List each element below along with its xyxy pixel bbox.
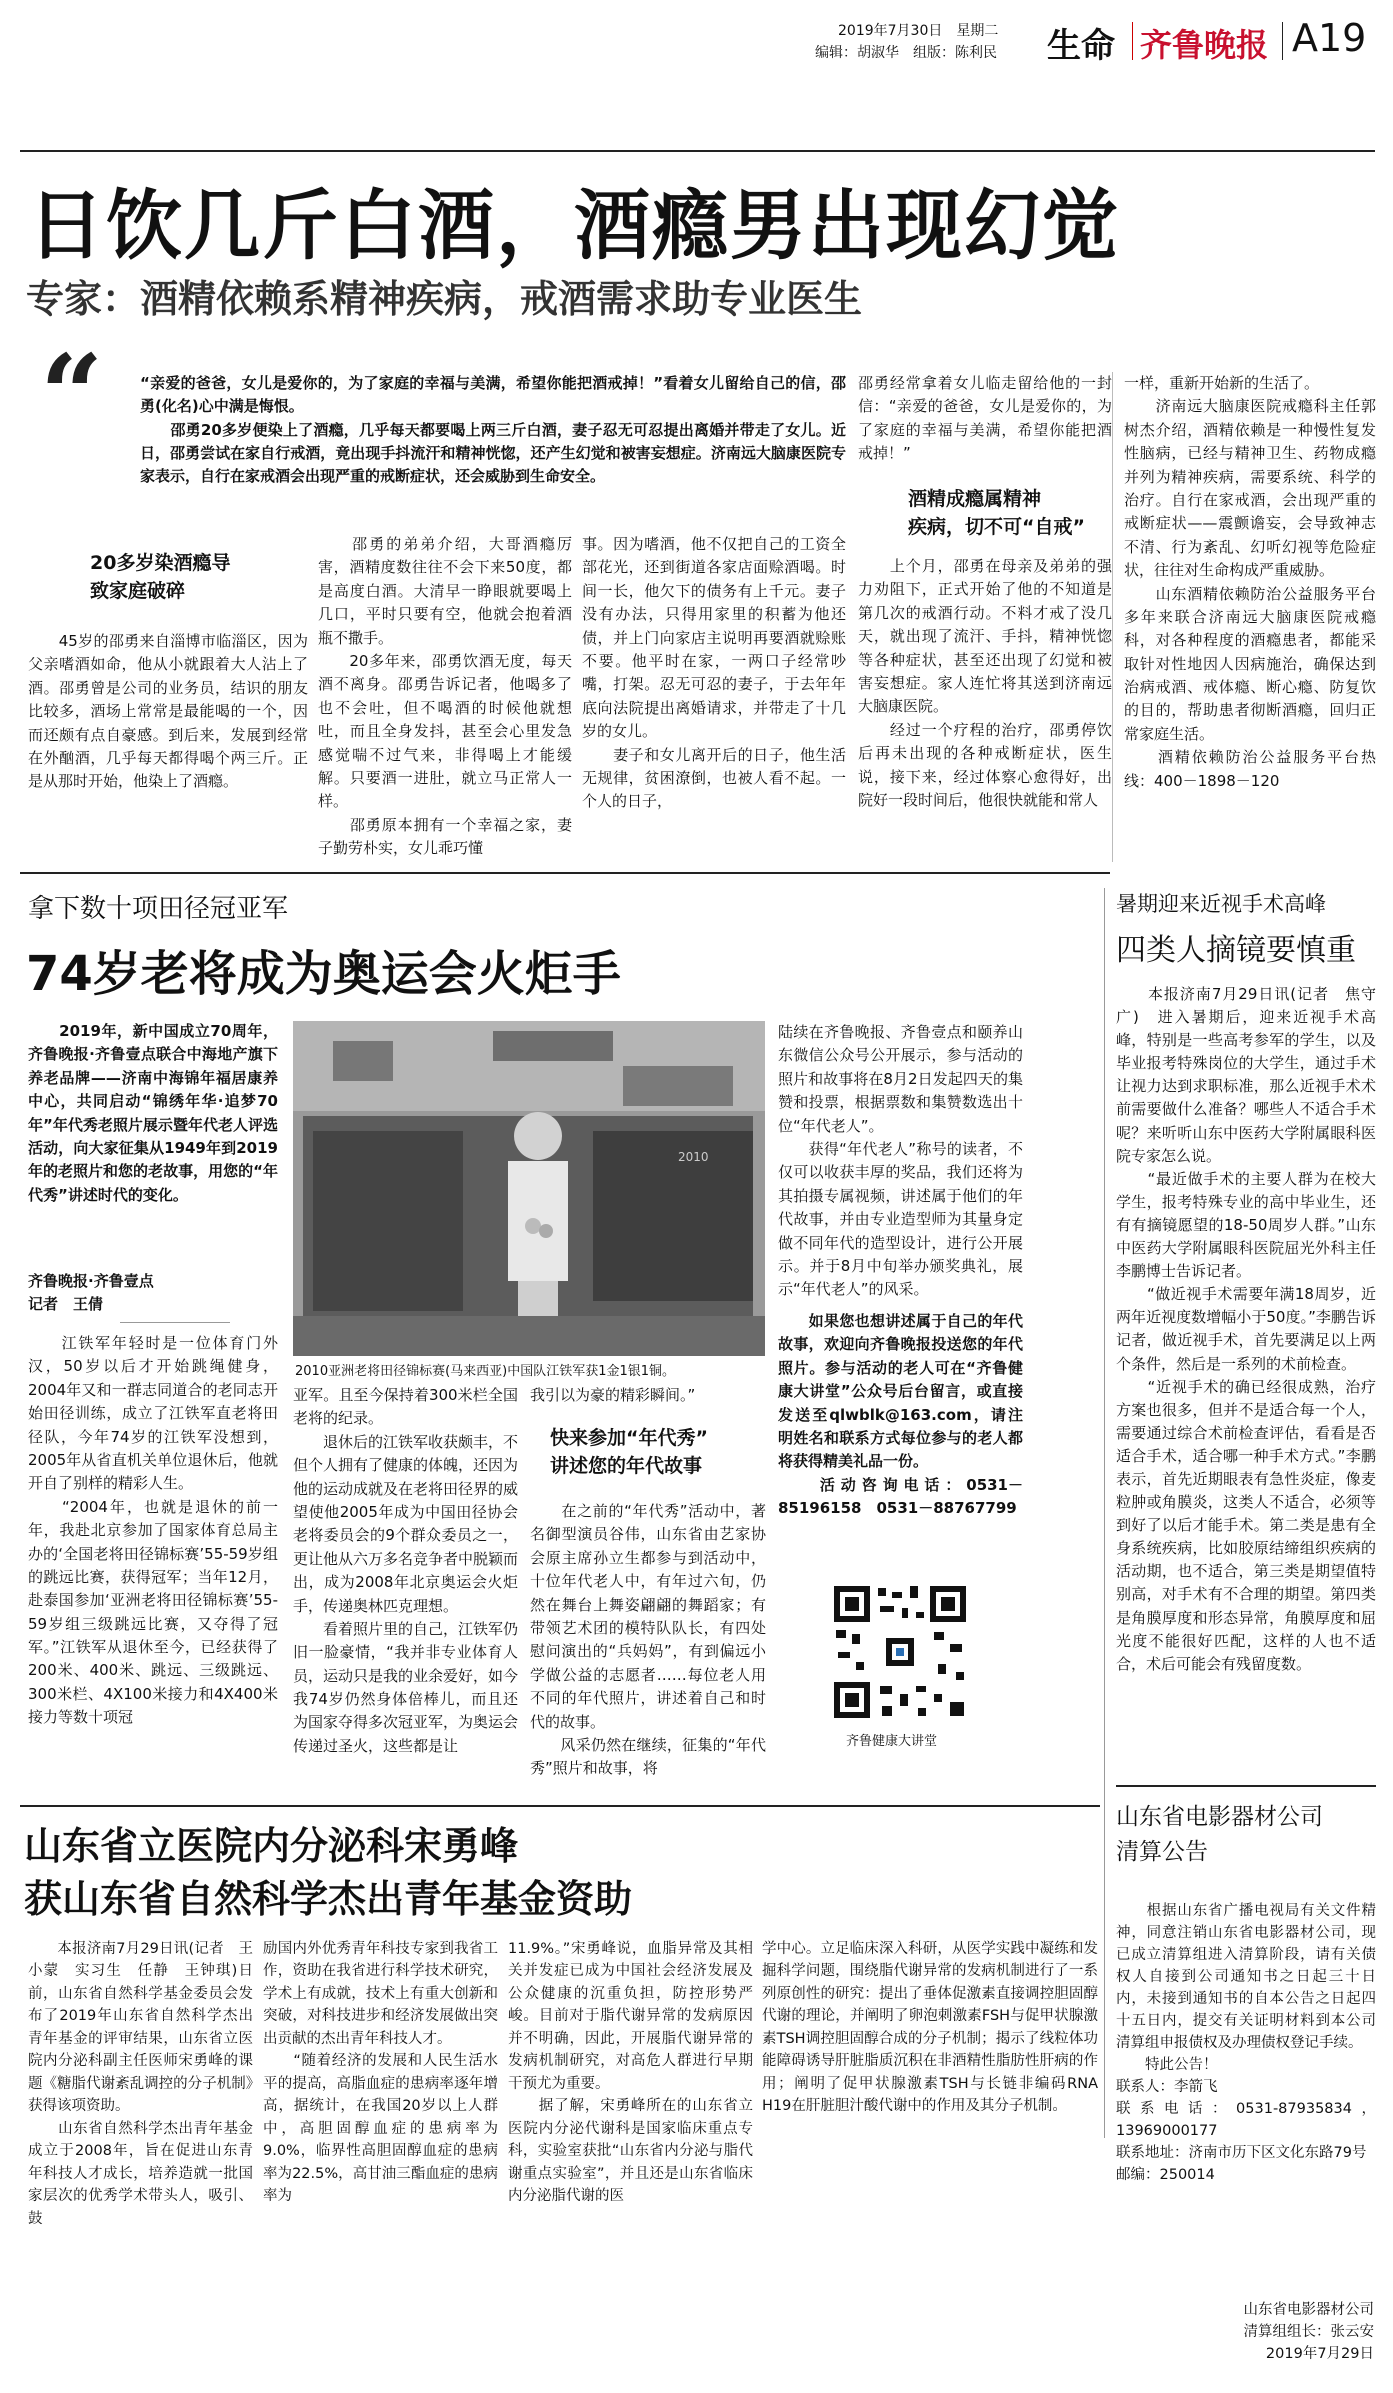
article2-col-1: 江铁军年轻时是一位体育门外汉，50岁以后才开始跳绳健身，2004年又和一群志同道合的老同志开始田径训练，成立了江铁军直老将田径队，今年74岁的江铁军没想到，2005年从省直机关单位退休后，他就开自了别样的精彩人生。 “2004年，也就是退休的前一年，我赴北京参加了国家体育总局主办的‘全国老将田径锦标赛’55-59岁组的跳远比赛，获得冠军；当年12月，赴泰国参加‘亚洲老将田径锦标赛’55-59岁组三级跳远比赛，又夺得了冠军。”江铁军从退休至今，已经获得了200米、400米、跳远、三级跳远、300米栏、4X100米接力和4X400米接力等数十项冠 — [28, 1334, 278, 1727]
article2-kicker: 拿下数十项田径冠亚军 — [28, 894, 289, 924]
article1-col-3: 事。因为嗜酒，他不仅把自己的工资全部花光，还到街道各家店面赊酒喝。时间一长，他欠下的债务有上千元。妻子没有办法，只得用家里的积蓄为他还债，并上门向家店主说明再要酒就赊账不要。他平时在家，一两口子经常吵嘴，打架。忍无可忍的妻子，于去年年底向法院提出离婚请求，并带走了十几岁的女儿。 妻子和女儿离开后的日子，他生活无规律，贫困潦倒，也被人看不起。一个人的日子， — [582, 535, 846, 811]
article5-col-3: 11.9%。”宋勇峰说，血脂异常及其相关并发症已成为中国社会经济发展及公众健康的沉重负担，防控形势严峻。目前对于脂代谢异常的发病原因并不明确，因此，开展脂代谢异常的发病机制研究，对高危人群进行早期干预尤为重要。 据了解，宋勇峰所在的山东省立医院内分泌代谢科是国家临床重点专科，实验室获批“山东省内分泌与脂代谢重点实验室”，并且还是山东省临床内分泌脂代谢的医 — [508, 1941, 753, 2205]
article2-col-2: 亚军。且至今保持着300米栏全国老将的纪录。 退休后的江铁军收获颇丰，不但个人拥有了健康的体魄，还因为他的运动成就及在老将田径界的威望使他2005年成为中国田径协会老将委员会的9个群众委员之一，更让他从六万多名竞争者中脱颖而出，成为2008年北京奥运会火炬手，传递奥林匹克理想。 看着照片里的自己，江铁军仍旧一脸豪情，“我并非专业体育人员，运动只是我的业余爱好，如今我74岁仍然身体倍棒儿，而且还为国家夺得多次冠亚军，为奥运会传递过圣火，这些都是让 — [293, 1386, 519, 1755]
article1-subtitle: 专家：酒精依赖系精神疾病，戒酒需求助专业医生 — [26, 277, 863, 321]
article1-title: 日饮几斤白酒，酒瘾男出现幻觉 — [28, 181, 1120, 270]
article2-col-4a: 陆续在齐鲁晚报、齐鲁壹点和颐养山东微信公众号公开展示，参与活动的照片和故事将在8月2日发起四天的集赞和投票，根据票数和集赞数选出十位“年代老人”。 获得“年代老人”称号的读者，不仅可以收获丰厚的奖品，我们还将为其拍摄专属视频，讲述属于他们的年代故事，并由专业造型师为其量身定做不同年代的造型设计，进行公开展示。并于8月中旬举办颁奖典礼，展示“年代老人”的风采。 — [778, 1023, 1023, 1299]
article2-intro: 2019年，新中国成立70周年，齐鲁晚报·齐鲁壹点联合中海地产旗下养老品牌——济南中海锦年福居康养中心，共同启动“锦绣年华·追梦70年”年代秀老照片展示暨年代老人评选活动，向大家征集从1949年到2019年的老照片和您的老故事，用您的“年代秀”讲述时代的变化。 — [28, 1022, 278, 1204]
notice-body: 根据山东省广播电视局有关文件精神，同意注销山东省电影器材公司，现已成立清算组进入清算阶段，请有关债权人自接到公司通知书之日起三十日内，未接到通知书的自本公告之日起四十五日内，提交有关证明材料到本公司清算组申报债权及办理债权登记手续。 特此公告！ 联系人：李箭飞 联系电话：0531-87935834，13969000177 联系地址：济南市历下区文化东路79号 邮编：250014 — [1116, 1903, 1376, 2184]
article5-title: 山东省立医院内分泌科宋勇峰 获山东省自然科学杰出青年基金资助 — [24, 1824, 633, 1922]
notice-title: 山东省电影器材公司 清算公告 — [1116, 1804, 1323, 1865]
athlete-photo-illustration — [293, 1021, 765, 1356]
svg-text:2010: 2010 — [678, 1150, 709, 1164]
article2-col-3b: 在之前的“年代秀”活动中，著名御型演员谷伟，山东省由艺家协会原主席孙立生都参与到活动中，十位年代老人中，有年过六旬，仍然在舞台上舞姿翩翩的舞蹈家；有带领艺术团的模特队队长，有四处慰问演出的“兵妈妈”，有到偏远小学做公益的志愿者……每位老人用不同的年代照片，讲述着自己和时代的故事。 风采仍然在继续，征集的“年代秀”照片和故事，将 — [530, 1502, 766, 1778]
article5-col-1: 本报济南7月29日讯(记者 王小蒙 实习生 任静 王钟琪)日前，山东省自然科学基金委员会发布了2019年山东省自然科学杰出青年基金的评审结果，山东省立医院内分泌科副主任医师宋勇峰的课题《糖脂代谢紊乱调控的分子机制》获得该项资助。 山东省自然科学杰出青年基金成立于2008年，旨在促进山东青年科技人才成长，培养造就一批国家层次的优秀学术带头人，吸引、鼓 — [28, 1941, 253, 2227]
article2-byline: 齐鲁晚报·齐鲁壹点 记者 王倩 — [28, 1272, 154, 1314]
article2-photo — [293, 1021, 765, 1356]
article1-col-4a: 邵勇经常拿着女儿临走留给他的一封信：“亲爱的爸爸，女儿是爱你的，为了家庭的幸福与美满，希望你能把酒戒掉！” — [858, 374, 1112, 463]
article2-col-3a: 我引以为豪的精彩瞬间。” — [530, 1386, 696, 1404]
section-name: 生命 — [1047, 26, 1115, 66]
article1-lead: “亲爱的爸爸，女儿是爱你的，为了家庭的幸福与美满，希望你能把酒戒掉！”看着女儿留给自己的信，邵勇(化名)心中满是悔恨。 邵勇20多岁便染上了酒瘾，几乎每天都要喝上两三斤白酒，妻子忍无可忍提出离婚并带走了女儿。近日，邵勇尝试在家自行戒酒，竟出现手抖流汗和精神恍惚，还产生幻觉和被害妄想症。济南远大脑康医院专家表示，自行在家戒酒会出现严重的戒断症状，还会威胁到生命安全。 — [140, 374, 846, 485]
qr-label: 齐鲁健康大讲堂 — [846, 1734, 938, 1749]
article1-col-4b: 上个月，邵勇在母亲及弟弟的强力劝阻下，正式开始了他的不知道是第几次的戒酒行动。不料才戒了没几天，就出现了流汗、手抖，精神恍惚等各种症状，甚至还出现了幻觉和被害妄想症。家人连忙将其送到济南远大脑康医院。 经过一个疗程的治疗，邵勇停饮后再未出现的各种戒断症状，医生说，接下来，经过体察心愈得好，出院好一段时间后，他很快就能和常人 — [858, 557, 1112, 809]
article1-subhead-2: 酒精成瘾属精神 疾病，切不可“自戒” — [908, 488, 1085, 538]
article2-col-4b: 如果您也想讲述属于自己的年代故事，欢迎向齐鲁晚报投送您的年代照片。参与活动的老人可在“齐鲁健康大讲堂”公众号后台留言，或直接发送至qlwblk@163.com，请注明姓名和联系方式每位参与的老人都将获得精美礼品一份。 活动咨询电话：0531－85196158 0531－88767799 — [778, 1312, 1023, 1518]
quote-icon: “ — [40, 330, 104, 459]
article1-col-2: 邵勇的弟弟介绍，大哥酒瘾厉害，酒精度数往往不会下来50度，都是高度白酒。大清早一睁眼就要喝上几口，平时只要有空，他就会抱着酒瓶不撒手。 20多年来，邵勇饮酒无度，每天酒不离身。邵勇告诉记者，他喝多了也不会吐，但不喝酒的时候他就想吐，而且全身发抖，甚至会心里发急感觉喘不过气来，非得喝上才能缓解。只要酒一进肚，就立马正常人一样。 邵勇原本拥有一个幸福之家，妻子勤劳朴实，女儿乖巧懂 — [318, 535, 572, 858]
article1-col-1: 45岁的邵勇来自淄博市临淄区，因为父亲嗜酒如命，他从小就跟着大人沾上了酒。邵勇曾是公司的业务员，结识的朋友比较多，酒场上常常是最能喝的一个，因而还颇有点自豪感。到后来，发展到经常在外酗酒，几乎每天都得喝个两三斤。正是从那时开始，他染上了酒瘾。 — [28, 632, 308, 791]
header-date: 2019年7月30日 星期二 — [838, 23, 999, 39]
article3-title: 四类人摘镜要慎重 — [1116, 933, 1356, 968]
qr-code[interactable] — [830, 1582, 970, 1722]
article5-col-2: 励国内外优秀青年科技专家到我省工作，资助在我省进行科学技术研究，学术上有成就，技术上有重大创新和突破，对科技进步和经济发展做出突出贡献的杰出青年科技人才。 “随着经济的发展和人民生活水平的提高，高脂血症的患病率逐年增高，据统计，在我国20岁以上人群中，高胆固醇血症的患病率为9.0%，临界性高胆固醇血症的患病率为22.5%，高甘油三酯血症的患病率为 — [263, 1941, 498, 2205]
article5-col-4: 学中心。立足临床深入科研，从医学实践中凝练和发掘科学问题，围绕脂代谢异常的发病机制进行了一系列原创性的研究：提出了垂体促激素直接调控胆固醇代谢的理论，并阐明了卵泡刺激素FSH与促甲状腺激素TSH调控胆固醇合成的分子机制；揭示了线粒体功能障碍诱导肝脏脂质沉积在非酒精性脂肪性肝病的作用；阐明了促甲状腺激素TSH与长链非编码RNA H19在肝脏胆汁酸代谢中的作用及其分子机制。 — [762, 1941, 1103, 2115]
notice-signature: 山东省电影器材公司 清算组组长：张云安 2019年7月29日 — [1243, 2302, 1374, 2362]
article3-kicker: 暑期迎来近视手术高峰 — [1116, 892, 1326, 916]
article2-photo-caption: 2010亚洲老将田径锦标赛(马来西亚)中国队江铁军获1金1银1铜。 — [295, 1364, 676, 1379]
article1-subhead-1: 20多岁染酒瘾导 致家庭破碎 — [90, 552, 231, 602]
header-editors: 编辑：胡淑华 组版：陈利民 — [815, 45, 997, 61]
page-number: A19 — [1292, 16, 1367, 60]
article3-body: 本报济南7月29日讯(记者 焦守广) 进入暑期后，迎来近视手术高峰，特别是一些高考参军的学生，以及毕业报考特殊岗位的大学生，通过手术让视力达到求职标准，那么近视手术术前需要做什么准备？哪些人不适合手术呢？来听听山东中医药大学附属眼科医院专家怎么说。 “最近做手术的主要人群为在校大学生，报考特殊专业的高中毕业生，还有有摘镜愿望的18-50周岁人群。”山东中医药大学附属眼科医院屈光外科主任李鹏博士告诉记者。 “做近视手术需要年满18周岁，近两年近视度数增幅小于50度。”李鹏告诉记者，做近视手术，首先要满足以上两个条件，然后是一系列的术前检查。 “近视手术的确已经很成熟，治疗方案也很多，但并不是适合每一个人，需要通过综合术前检查评估，看看是否适合手术，适合哪一种手术方式。”李鹏表示，首先近期眼表有急性炎症，像麦粒肿或角膜炎，这类人不适合，必须等到好了以后才能手术。第二类是患有全身系统疾病，比如胶原结缔组织疾病的活动期，也不适合，第三类是期望值特别高，对手术有不合理的期望。第四类是角膜厚度和形态异常，角膜厚度和屈光度不能很好匹配，这样的人也不适合，术后可能会有残留度数。 — [1116, 985, 1376, 1673]
newspaper-logo: 齐鲁晚报 — [1140, 26, 1269, 64]
article2-title: 74岁老将成为奥运会火炬手 — [26, 946, 621, 1002]
article1-col-5: 一样，重新开始新的生活了。 济南远大脑康医院戒瘾科主任郭树杰介绍，酒精依赖是一种慢性复发性脑病，已经与精神卫生、药物成瘾并列为精神疾病，需要系统、科学的治疗。自行在家戒酒，会出现严重的戒断症状——震颤谵妄，会导致神志不清、行为紊乱、幻听幻视等危险症状，往往对生命构成严重威胁。 山东酒精依赖防治公益服务平台多年来联合济南远大脑康医院戒瘾科，对各种程度的酒瘾患者，都能采取针对性地因人因病施治，确保达到治病戒酒、戒体瘾、断心瘾、防复饮的目的，帮助患者彻断酒瘾，回归正常家庭生活。 酒精依赖防治公益服务平台热线：400－1898－120 — [1124, 374, 1376, 790]
article2-subhead: 快来参加“年代秀” 讲述您的年代故事 — [550, 1427, 708, 1477]
